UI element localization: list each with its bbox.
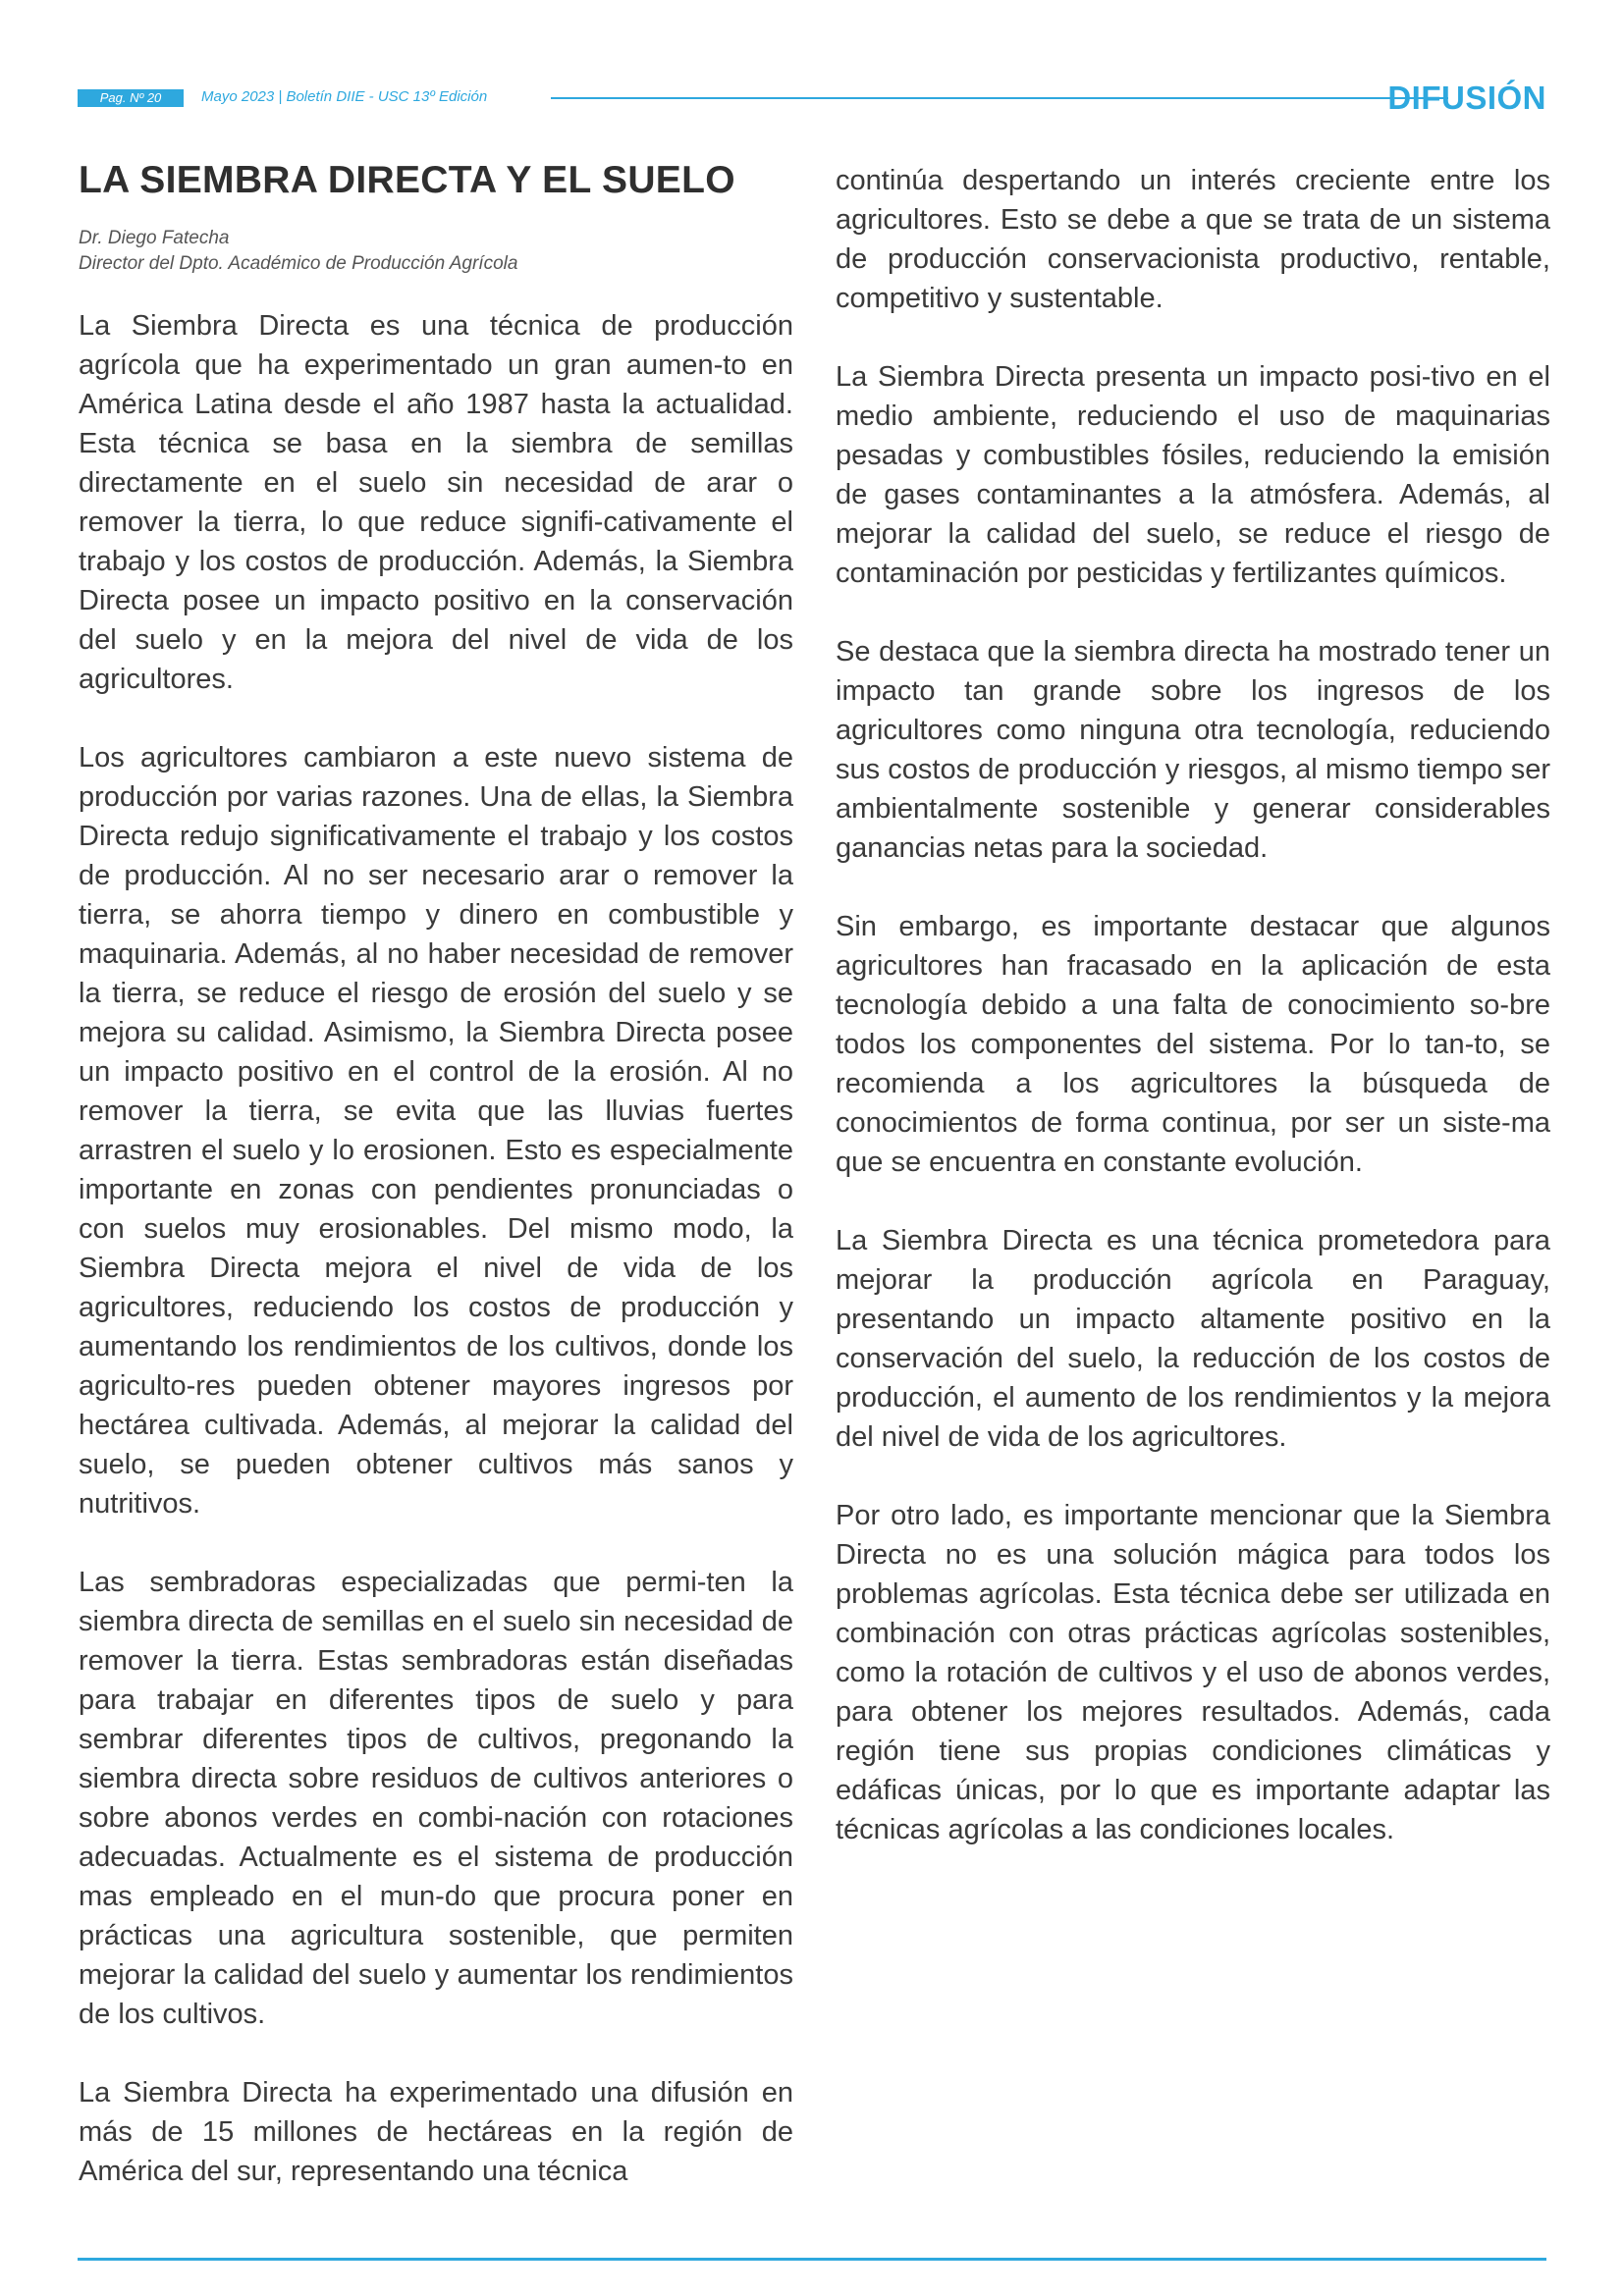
- right-body: [836, 161, 1550, 1849]
- paragraph: La Siembra Directa ha experimentado una difusión en más de 15 millones de hectáreas en la región de América del sur, representando una técnica: [79, 2077, 793, 2187]
- right-column: [836, 161, 1550, 1889]
- footer-rule: [78, 2258, 1546, 2261]
- paragraph: La Siembra Directa es una técnica de producción agrícola que ha experimentado un gran aumen-to en América Latina desde el año 1987 hasta la actualidad. Esta técnica se basa en la siembra de semillas directamente en el suelo sin necesidad de arar o remover la tierra, lo que reduce signifi-cativamente el trabajo y los costos de producción. Además, la Siembra Directa posee un impacto positivo en la conservación del suelo y en la mejora del nivel de vida de los agricultores.: [79, 310, 793, 695]
- paragraph: La Siembra Directa es una técnica prometedora para mejorar la producción agrícola en Paraguay, presentando un impacto altamente positivo en la conservación del suelo, la reducción de los costos de producción, el aumento de los rendimientos y la mejora del nivel de vida de los agricultores.: [836, 1225, 1550, 1453]
- issue-info: Mayo 2023 | Boletín DIIE - USC 13º Edición: [201, 88, 488, 105]
- author-byline: [79, 226, 793, 277]
- article-title: LA SIEMBRA DIRECTA Y EL SUELO: [79, 159, 735, 201]
- paragraph: Sin embargo, es importante destacar que algunos agricultores han fracasado en la aplicación de esta tecnología debido a una falta de conocimiento so-bre todos los componentes del sistema. Por lo tan-to, se recomienda a los agricultores la búsqueda de conocimientos de forma continua, por ser un siste-ma que se encuentra en constante evolución.: [836, 911, 1550, 1178]
- paragraph: Se destaca que la siembra directa ha mostrado tener un impacto tan grande sobre los ingresos de los agricultores como ninguna otra tecnología, reduciendo sus costos de producción y riesgos, al mismo tiempo ser ambientalmente sostenible y generar considerables ganancias netas para la sociedad.: [836, 636, 1550, 864]
- section-label: DIFUSIÓN: [1387, 80, 1546, 116]
- author-name: Dr. Diego Fatecha: [79, 228, 230, 248]
- page-header: [78, 79, 1546, 118]
- left-body: [79, 306, 793, 2191]
- paragraph: Las sembradoras especializadas que permi-ten la siembra directa de semillas en el suelo sin necesidad de remover la tierra. Estas sembradoras están diseñadas para trabajar en diferentes tipos de suelo y para sembrar diferentes tipos de cultivos, pregonando la siembra directa sobre residuos de cultivos anteriores o sobre abonos verdes en combi-nación con rotaciones adecuadas. Actualmente es el sistema de producción mas empleado en el mun-do que procura poner en prácticas una agricultura sostenible, que permiten mejorar la calidad del suelo y aumentar los rendimientos de los cultivos.: [79, 1567, 793, 2030]
- paragraph: La Siembra Directa presenta un impacto posi-tivo en el medio ambiente, reduciendo el uso de maquinarias pesadas y combustibles fósiles, reduciendo la emisión de gases contaminantes a la atmósfera. Además, al mejorar la calidad del suelo, se reduce el riesgo de contaminación por pesticidas y fertilizantes químicos.: [836, 361, 1550, 589]
- paragraph: Por otro lado, es importante mencionar que la Siembra Directa no es una solución mágica para todos los problemas agrícolas. Esta técnica debe ser utilizada en combinación con otras prácticas agrícolas sostenibles, como la rotación de cultivos y el uso de abonos verdes, para obtener los mejores resultados. Además, cada región tiene sus propias condiciones climáticas y edáficas únicas, por lo que es importante adaptar las técnicas agrícolas a las condiciones locales.: [836, 1500, 1550, 1845]
- header-rule: [551, 97, 1448, 99]
- left-column: [79, 155, 793, 2230]
- page-number-tag: Pag. Nº 20: [78, 89, 184, 107]
- author-role: Director del Dpto. Académico de Producción Agrícola: [79, 253, 518, 274]
- paragraph: continúa despertando un interés creciente entre los agricultores. Esto se debe a que se trata de un sistema de producción conservacionista productivo, rentable, competitivo y sustentable.: [836, 165, 1550, 314]
- paragraph: Los agricultores cambiaron a este nuevo sistema de producción por varias razones. Una de ellas, la Siembra Directa redujo significativamente el trabajo y los costos de producción. Al no ser necesario arar o remover la tierra, se ahorra tiempo y dinero en combustible y maquinaria. Además, al no haber necesidad de remover la tierra, se reduce el riesgo de erosión del suelo y se mejora su calidad. Asimismo, la Siembra Directa posee un impacto positivo en el control de la erosión. Al no remover la tierra, se evita que las lluvias fuertes arrastren el suelo y lo erosionen. Esto es especialmente importante en zonas con pendientes pronunciadas o con suelos muy erosionables. Del mismo modo, la Siembra Directa mejora el nivel de vida de los agricultores, reduciendo los costos de producción y aumentando los rendimientos de los cultivos, donde los agriculto-res pueden obtener mayores ingresos por hectárea cultivada. Además, al mejorar la calidad del suelo, se pueden obtener cultivos más sanos y nutritivos.: [79, 742, 793, 1520]
